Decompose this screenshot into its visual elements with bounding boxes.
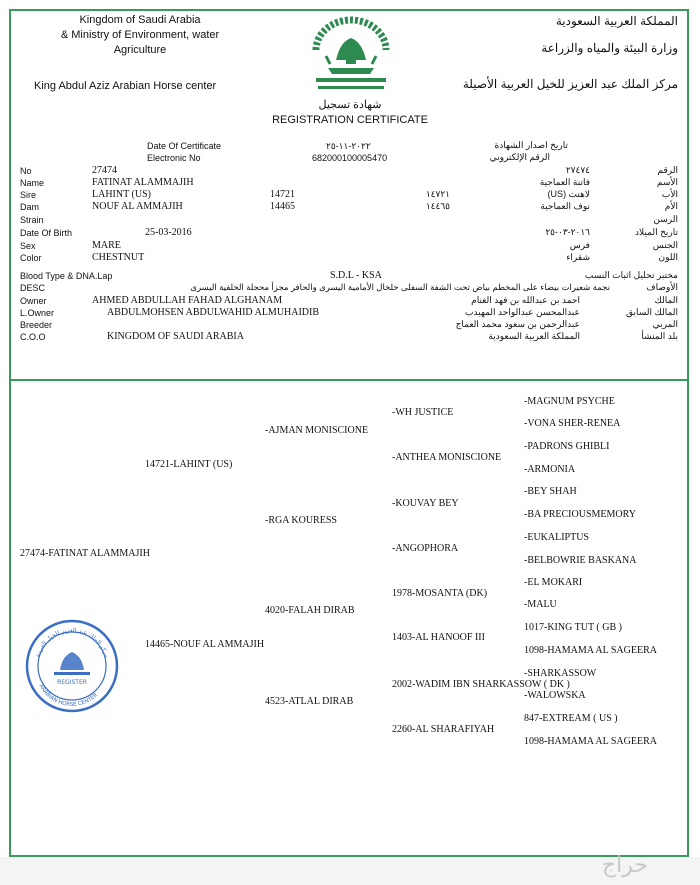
header-en-title [20, 13, 260, 58]
dam-label: Dam [20, 202, 40, 212]
name-value-ar: فاتنة العماجية [539, 177, 590, 187]
dob-label: Date Of Birth [20, 228, 73, 238]
header-en-line-1: Kingdom of Saudi Arabia [79, 14, 201, 26]
dam-value-ar: نوف العماجية [540, 201, 590, 211]
color-label-ar: اللون [658, 252, 678, 262]
coo-label: C.O.O [20, 332, 46, 342]
sire-value-ar: لاهنت (US) [547, 189, 590, 199]
electronic-no-value: 682000100005470 [312, 153, 388, 163]
pedigree-gen4-8: 2260-AL SHARAFIYAH [392, 724, 495, 735]
pedigree-gen3-1: -AJMAN MONISCIONE [265, 425, 369, 436]
pedigree-horse: 27474-FATINAT ALAMMAJIH [20, 548, 150, 559]
pedigree-gen3-4: 4523-ATLAL DIRAB [265, 696, 354, 707]
owner-value-ar: احمد بن عبدالله بن فهد الغنام [471, 295, 580, 305]
pedigree-gen5-13: -SHARKASSOW [524, 668, 597, 679]
dam-value: NOUF AL AMMAJIH [92, 201, 183, 212]
lowner-value: ABDULMOHSEN ABDULWAHID ALMUHAIDIB [107, 307, 320, 318]
no-label: No [20, 166, 32, 176]
pedigree-gen5-1: -MAGNUM PSYCHE [524, 396, 615, 407]
sire-number: 14721 [270, 189, 295, 200]
cert-title-en: REGISTRATION CERTIFICATE [272, 114, 428, 126]
header-ar-line-1: المملكة العربية السعودية [555, 14, 678, 28]
header-en-line-2: & Ministry of Environment, water [60, 29, 220, 41]
pedigree-gen4-2: -ANTHEA MONISCIONE [392, 452, 502, 463]
blood-type-value: S.D.L - KSA [330, 270, 382, 281]
breeder-label-ar: المربي [652, 319, 678, 329]
registry-seal-icon [24, 618, 120, 714]
header-ar-center: مركز الملك عبد العزيز للخيل العربية الأصيلة [462, 77, 678, 91]
name-label: Name [20, 178, 45, 188]
pedigree-sire: 14721-LAHINT (US) [145, 459, 233, 470]
pedigree-gen4-1: -WH JUSTICE [392, 407, 454, 418]
pedigree-gen5-8: -BELBOWRIE BASKANA [524, 555, 637, 566]
seal-text-en: ARABIAN HORSE CENTER [37, 683, 100, 709]
color-label: Color [20, 253, 42, 263]
coo-value: KINGDOM OF SAUDI ARABIA [107, 331, 244, 342]
color-value: CHESTNUT [92, 252, 145, 263]
pedigree-gen5-9: -EL MOKARI [524, 577, 583, 588]
lowner-label-ar: المالك السابق [625, 307, 678, 317]
pedigree-gen5-4: -ARMONIA [524, 464, 576, 475]
section-divider [9, 379, 689, 381]
strain-label: Strain [20, 215, 44, 225]
breeder-label: Breeder [20, 320, 53, 330]
pedigree-gen4-5: 1978-MOSANTA (DK) [392, 588, 488, 599]
pedigree-dam: 14465-NOUF AL AMMAJIH [145, 639, 265, 650]
header-ar-title [470, 13, 678, 57]
coo-label-ar: بلد المنشأ [641, 331, 678, 341]
sex-value-ar: فرس [569, 240, 590, 250]
breeder-value-ar: عبدالرحمن بن سعود محمد العماج [455, 319, 580, 329]
seal-text-mid: REGISTER [57, 679, 87, 686]
pedigree-gen5-2: -VONA SHER-RENEA [524, 418, 621, 429]
dob-value-ar: ٢٠١٦-٠٣-٢٥ [545, 227, 590, 237]
no-label-ar: الرقم [657, 165, 678, 175]
sire-label-ar: الأب [661, 189, 678, 199]
header-en-line-3: Agriculture [113, 44, 167, 56]
pedigree-gen5-14: -WALOWSKA [524, 690, 586, 701]
no-value-ar: ٢٧٤٧٤ [565, 165, 590, 175]
name-value: FATINAT ALAMMAJIH [92, 177, 194, 188]
pedigree-gen4-6: 1403-AL HANOOF III [392, 632, 485, 643]
pedigree-gen4-4: -ANGOPHORA [392, 543, 459, 554]
sire-value: LAHINT (US) [92, 189, 151, 200]
sex-label-ar: الجنس [652, 240, 678, 250]
pedigree-gen5-11: 1017-KING TUT ( GB ) [524, 622, 622, 633]
owner-label-ar: المالك [654, 295, 678, 305]
electronic-no-label-ar: الرقم الإلكتروني [489, 152, 550, 162]
pedigree-gen4-7: 2002-WADIM IBN SHARKASSOW ( DK ) [392, 679, 570, 690]
blood-type-label: Blood Type & DNA.Lap [20, 271, 113, 281]
watermark-text: حراج [601, 852, 649, 877]
date-of-certificate-label-ar: تاريخ اصدار الشهادة [494, 140, 568, 150]
date-of-certificate-label: Date Of Certificate [147, 141, 222, 151]
dam-label-ar: الأم [664, 201, 678, 211]
color-value-ar: شقراء [566, 252, 590, 262]
name-label-ar: الأسم [656, 177, 678, 187]
strain-label-ar: الرسن [653, 214, 678, 224]
header-en-center: King Abdul Aziz Arabian Horse center [34, 80, 217, 92]
lowner-value-ar: عبدالمحسن عبدالواحد المهيدب [465, 307, 580, 317]
pedigree-gen5-12: 1098-HAMAMA AL SAGEERA [524, 645, 657, 656]
sire-label: Sire [20, 190, 37, 200]
pedigree-gen5-7: -EUKALIPTUS [524, 532, 589, 543]
pedigree-gen5-16: 1098-HAMAMA AL SAGEERA [524, 736, 657, 747]
ministry-logo-icon [306, 16, 396, 96]
header-ar-line-2: وزارة البيئة والمياه والزراعة [541, 41, 678, 55]
pedigree-gen4-3: -KOUVAY BEY [392, 498, 459, 509]
sex-value: MARE [92, 240, 121, 251]
blood-type-label-ar: مختبر تحليل اثبات النسب [584, 270, 678, 280]
desc-label-ar: الأوصاف [646, 282, 678, 292]
date-of-certificate-value: ٢٠٢٢-١١-٢٥ [326, 141, 371, 151]
sex-label: Sex [20, 241, 36, 251]
dam-number-ar: ١٤٤٦٥ [425, 201, 450, 211]
pedigree-gen5-3: -PADRONS GHIBLI [524, 441, 610, 452]
cert-title-ar: شهادة تسجيل [318, 99, 382, 111]
dam-number: 14465 [270, 201, 295, 212]
no-value: 27474 [92, 165, 117, 176]
sire-number-ar: ١٤٧٢١ [425, 189, 450, 199]
seal-text-ar: مركز الملك عبد العزيز للخيل العربية [34, 626, 110, 659]
owner-value: AHMED ABDULLAH FAHAD ALGHANAM [92, 295, 283, 306]
pedigree-gen3-3: 4020-FALAH DIRAB [265, 605, 355, 616]
owner-label: Owner [20, 296, 47, 306]
desc-value-ar: نجمة شعيرات بيضاء على المخطم بياض تحت الشفة السفلى خلخال الأمامية اليسرى والحافر مجزأ محجلة الخلفية اليسرى [190, 282, 610, 292]
pedigree-gen5-15: 847-EXTREAM ( US ) [524, 713, 618, 724]
pedigree-gen3-2: -RGA KOURESS [265, 515, 337, 526]
pedigree-gen5-6: -BA PRECIOUSMEMORY [524, 509, 636, 520]
pedigree-gen5-5: -BEY SHAH [524, 486, 577, 497]
coo-value-ar: المملكة العربية السعودية [488, 331, 580, 341]
electronic-no-label: Electronic No [147, 153, 201, 163]
dob-label-ar: تاريخ الميلاد [635, 227, 678, 237]
lowner-label: L.Owner [20, 308, 55, 318]
pedigree-gen5-10: -MALU [524, 599, 557, 610]
dob-value: 25-03-2016 [145, 227, 192, 238]
desc-label: DESC [20, 283, 46, 293]
